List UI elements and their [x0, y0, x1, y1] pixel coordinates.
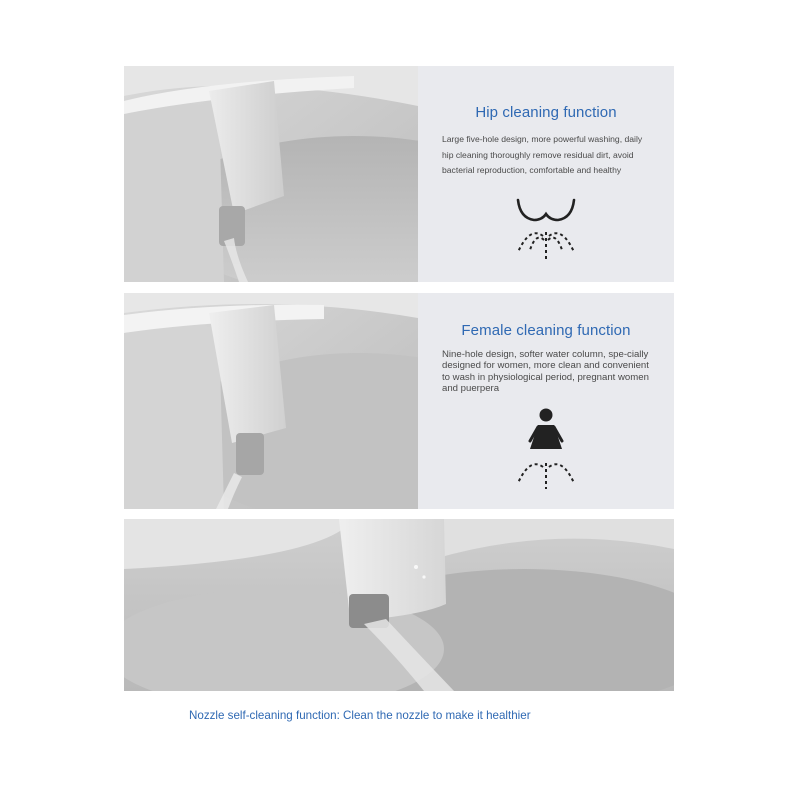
nozzle-cleaning-caption: Nozzle self-cleaning function: Clean the nozzle to make it healthier [189, 709, 531, 722]
female-cleaning-title: Female cleaning function [461, 322, 631, 339]
hip-cleaning-description: Large five-hole design, more powerful washing, daily hip cleaning thoroughly remove residual dirt, avoid bacterial reproduction, comfortable and healthy [442, 134, 643, 176]
hip-cleaning-title: Hip cleaning function [475, 104, 617, 121]
nozzle-cleaning-panel [124, 519, 674, 691]
female-cleaning-photo [124, 293, 418, 509]
hip-cleaning-info [418, 66, 674, 282]
hip-spray-icon [418, 196, 674, 262]
female-cleaning-description: Nine-hole design, softer water column, spe-cially designed for women, more clean and convenient to wash in physiological period, pregnant women and puerpera [442, 349, 649, 395]
female-cleaning-info [418, 293, 674, 509]
female-spray-icon [418, 405, 674, 491]
nozzle-cleaning-photo [124, 519, 674, 691]
hip-cleaning-panel [124, 66, 674, 282]
hip-cleaning-photo [124, 66, 418, 282]
female-cleaning-panel [124, 293, 674, 509]
